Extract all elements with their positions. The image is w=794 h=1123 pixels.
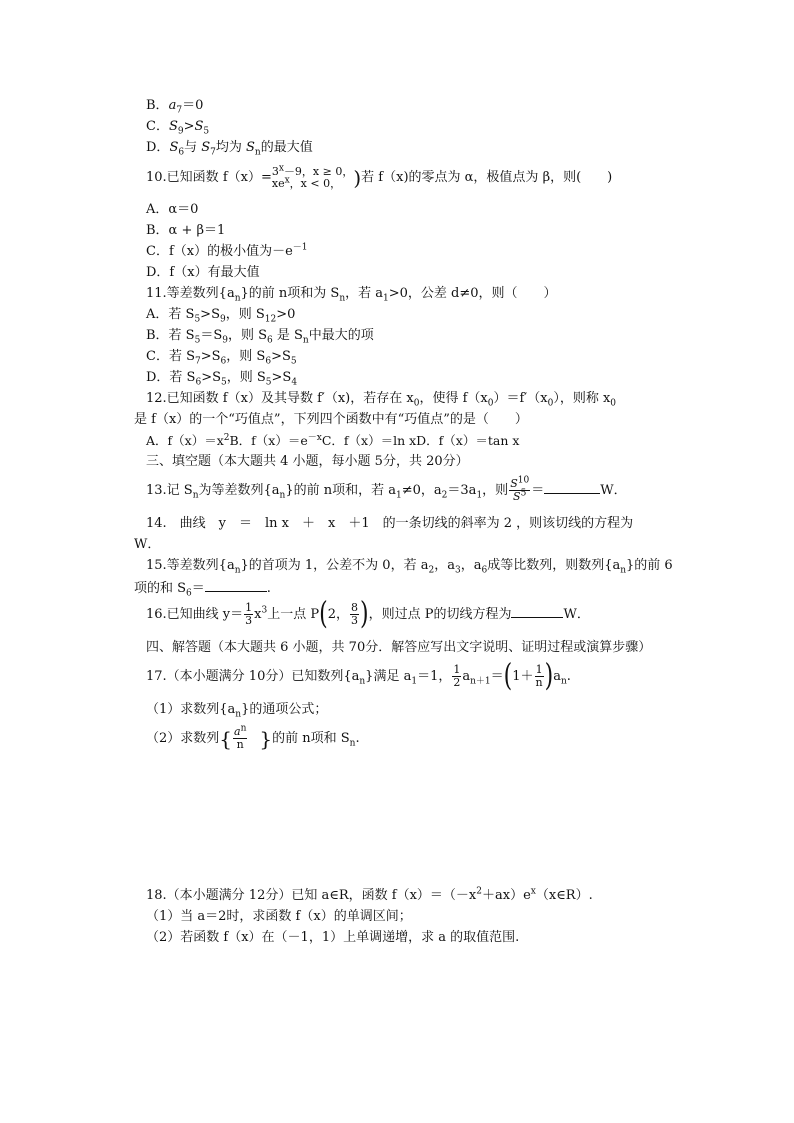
t: D．f（x）＝tan x xyxy=(416,433,520,448)
math-var: S xyxy=(168,119,178,134)
q18-stem xyxy=(146,888,593,904)
t: }的通项公式； xyxy=(241,702,328,717)
t: S xyxy=(510,477,518,490)
subscript: n xyxy=(620,565,627,576)
t: （x∈R）. xyxy=(535,888,593,903)
superscript: －x xyxy=(307,432,322,443)
right-brace: } xyxy=(259,726,273,751)
q9-option-b xyxy=(146,98,203,114)
t: C．f（x）＝ln x xyxy=(321,433,417,448)
t: 中最大的项 xyxy=(308,328,374,343)
t: ＝3a xyxy=(447,483,477,498)
t: A．f（x）＝x xyxy=(146,433,224,448)
t: 成等比数列，则数列{a xyxy=(487,558,621,573)
math-expression: f（x）= xyxy=(222,170,272,185)
subscript: n xyxy=(234,565,241,576)
t: B．若 S xyxy=(146,328,195,343)
subscript: n xyxy=(349,738,356,749)
t: ＝1， xyxy=(417,669,452,684)
option-text: 与 xyxy=(184,140,202,155)
subscript: n xyxy=(359,676,366,687)
t: A．若 S xyxy=(146,307,195,322)
answer-blank[interactable] xyxy=(205,579,267,592)
t: ，则 S xyxy=(225,307,265,322)
subscript: 5 xyxy=(290,356,297,367)
q11-stem xyxy=(146,286,557,302)
t: ，a xyxy=(460,558,482,573)
t: a xyxy=(553,669,561,684)
t: a xyxy=(234,725,241,738)
q12-stem-line1 xyxy=(146,391,616,407)
q17-part2 xyxy=(146,724,360,754)
subscript: 1 xyxy=(396,490,402,501)
t: ＝ xyxy=(531,483,545,498)
right-paren: ) xyxy=(360,596,369,632)
superscript: x xyxy=(530,886,536,897)
t: 16.已知曲线 y＝ xyxy=(146,607,244,622)
fraction xyxy=(244,602,253,627)
case-text: 3 xyxy=(271,164,279,178)
t: }满足 a xyxy=(365,669,412,684)
denominator xyxy=(509,488,530,503)
subscript: 9 xyxy=(177,126,184,137)
superscript: 10 xyxy=(517,475,530,486)
t: B．f（x）＝e xyxy=(229,433,308,448)
subscript: 6 xyxy=(265,356,272,367)
math-var: S xyxy=(194,119,204,134)
superscript: 5 xyxy=(520,488,527,499)
subscript: 7 xyxy=(195,356,201,367)
subscript: 1 xyxy=(476,490,483,501)
t: . xyxy=(355,731,360,746)
t: ＝ xyxy=(191,581,205,596)
superscript: 2 xyxy=(223,432,230,443)
t: ≠0，a xyxy=(401,483,442,498)
left-paren: ( xyxy=(503,658,513,694)
subscript: 5 xyxy=(194,314,201,325)
q17-stem xyxy=(146,658,571,694)
t: ），则称 x xyxy=(553,391,611,406)
subscript: 0 xyxy=(487,398,494,409)
q11-option-b xyxy=(146,328,374,344)
option-text: 均为 xyxy=(215,140,246,155)
t: }的前 6 xyxy=(626,558,673,573)
t: ，则 xyxy=(482,483,509,498)
subscript: 7 xyxy=(210,147,216,158)
section-heading-solutions: 四、解答题（本大题共 6 小题，共 70分．解答应写出文字说明、证明过程或演算步骤） xyxy=(146,640,652,655)
t: （2）求数列 xyxy=(146,731,220,746)
t: ，则 S xyxy=(227,328,268,343)
fraction xyxy=(509,475,530,503)
t: ＋ax）e xyxy=(481,888,531,903)
q11-option-d xyxy=(146,370,297,386)
subscript: 0 xyxy=(547,398,554,409)
subscript: n xyxy=(235,709,242,720)
subscript: 2 xyxy=(428,565,435,576)
t: a xyxy=(462,669,471,684)
t: ）＝f′（x xyxy=(493,391,548,406)
subscript: n xyxy=(279,490,286,501)
superscript: x xyxy=(284,174,290,185)
q18-part1: （1）当 a＝2时，求函数 f（x）的单调区间； xyxy=(146,909,412,924)
left-paren: ( xyxy=(319,596,328,632)
denominator: n xyxy=(535,676,543,689)
subscript: n xyxy=(234,293,241,304)
answer-blank[interactable] xyxy=(544,481,600,494)
left-brace: { xyxy=(219,726,233,751)
t: ，则 S xyxy=(226,370,266,385)
option-label: B． xyxy=(146,98,169,113)
subscript: n xyxy=(302,335,309,346)
q10-option-d: D．f（x）有最大值 xyxy=(146,265,260,280)
q17-part1 xyxy=(146,702,327,718)
q15-line2 xyxy=(134,579,271,597)
superscript: x xyxy=(278,162,284,173)
option-text: > xyxy=(183,119,195,134)
answer-blank[interactable] xyxy=(511,605,563,618)
subscript: 0 xyxy=(610,398,617,409)
math-var: S xyxy=(201,140,211,155)
numerator: 1 xyxy=(453,663,461,676)
question-text: ，若 a xyxy=(345,286,384,301)
question-text: 若 f（x)的零点为 α，极值点为 β，则( ) xyxy=(361,170,613,185)
case-text: xe xyxy=(271,176,285,190)
t: . xyxy=(266,581,271,596)
superscript: n xyxy=(240,723,247,734)
case-text: ，x < 0， xyxy=(289,176,342,190)
subscript: 5 xyxy=(203,126,210,137)
subscript: 4 xyxy=(291,377,298,388)
question-text: 11.等差数列{a xyxy=(146,286,235,301)
subscript: 1 xyxy=(383,293,389,304)
subscript: 6 xyxy=(220,356,227,367)
math-var: a xyxy=(168,98,177,113)
t: 项的和 S xyxy=(134,581,187,596)
t: ，使得 f（x xyxy=(419,391,488,406)
numerator: 8 xyxy=(351,601,358,614)
question-text: >0，公差 d≠0，则（ ） xyxy=(388,286,557,301)
t: 17.（本小题满分 10分）已知数列{a xyxy=(146,669,360,684)
t: 13.记 S xyxy=(146,483,193,498)
subscript: 12 xyxy=(264,314,277,325)
t: （1）求数列{a xyxy=(146,702,236,717)
subscript: n xyxy=(339,293,346,304)
superscript: －1 xyxy=(292,242,308,253)
q10-option-a: A．α＝0 xyxy=(146,202,199,217)
subscript: 5 xyxy=(221,377,227,388)
question-text: 10.已知函数 xyxy=(146,170,223,185)
t: ，则过点 P的切线方程为 xyxy=(368,607,512,622)
t: >0 xyxy=(276,307,296,322)
q11-option-c xyxy=(146,349,297,365)
subscript: n xyxy=(560,676,567,687)
math-var: S xyxy=(169,140,179,155)
math-var: S xyxy=(246,140,255,155)
t: 12.已知函数 f（x）及其导数 f′（x)，若存在 x xyxy=(146,391,414,406)
t: 上一点 P xyxy=(267,607,320,622)
t: >S xyxy=(271,349,291,364)
t: 18.（本小题满分 12分）已知 a∈R，函数 f（x）＝（－x xyxy=(146,888,477,903)
t: ，a xyxy=(434,558,455,573)
denominator: 2 xyxy=(453,676,461,689)
subscript: n xyxy=(192,490,199,501)
t: >S xyxy=(271,370,292,385)
q14-line1: 14. 曲线 y ＝ ln x ＋ x ＋1 的一条切线的斜率为 2 ，则该切线的方程为 xyxy=(146,516,634,531)
t: >S xyxy=(200,307,220,322)
q10-stem xyxy=(146,164,612,192)
subscript: 6 xyxy=(195,377,202,388)
q14-line2: W． xyxy=(134,537,161,552)
superscript: 2 xyxy=(476,886,482,897)
t: ，则 S xyxy=(226,349,266,364)
subscript: 1 xyxy=(411,676,418,687)
t: }的首项为 1，公差不为 0，若 a xyxy=(240,558,429,573)
denominator: 3 xyxy=(351,614,358,627)
subscript: 6 xyxy=(186,588,192,599)
t: 是 S xyxy=(272,328,303,343)
t: S xyxy=(513,490,521,503)
subscript: 9 xyxy=(222,335,228,346)
denominator: 3 xyxy=(245,614,253,627)
question-text: }的前 n项和为 S xyxy=(240,286,340,301)
t: ＝S xyxy=(200,328,223,343)
option-label: C． xyxy=(146,119,169,134)
option-text: 的最大值 xyxy=(260,140,313,155)
denominator: n xyxy=(236,738,244,751)
fraction xyxy=(233,723,247,751)
t: 为等差数列{a xyxy=(198,483,280,498)
t: D．若 S xyxy=(146,370,196,385)
subscript: 6 xyxy=(178,147,185,158)
fraction xyxy=(535,664,544,689)
option-text: C．f（x）的极小值为－e xyxy=(146,244,293,259)
t: 15.等差数列{a xyxy=(146,558,235,573)
fraction xyxy=(350,602,359,627)
subscript: 6 xyxy=(267,335,273,346)
piecewise-cases xyxy=(271,162,354,190)
q9-option-d xyxy=(146,140,313,156)
q12-options xyxy=(146,433,519,449)
subscript: 5 xyxy=(194,335,201,346)
q12-stem-line2: 是 f（x）的一个“巧值点”，下列四个函数中有“巧值点”的是（ ） xyxy=(134,412,528,427)
section-heading-fill-in: 三、填空题（本大题共 4 小题，每小题 5分，共 20分） xyxy=(146,454,469,469)
t: x xyxy=(254,607,262,622)
right-paren: ) xyxy=(544,658,554,694)
q9-option-c xyxy=(146,119,209,135)
case-row xyxy=(271,174,354,190)
numerator: 1 xyxy=(535,663,543,676)
t: }的前 n项和，若 a xyxy=(285,483,397,498)
subscript: n xyxy=(254,147,261,158)
subscript: 3 xyxy=(454,565,461,576)
q15-line1 xyxy=(146,558,673,574)
t: 1＋ xyxy=(512,669,534,684)
subscript: 6 xyxy=(481,565,488,576)
q11-option-a xyxy=(146,307,295,323)
t: C．若 S xyxy=(146,349,195,364)
fraction xyxy=(452,664,461,689)
q10-option-b: B．α + β＝1 xyxy=(146,223,226,238)
q13 xyxy=(146,476,627,506)
subscript: 7 xyxy=(176,105,183,116)
subscript: 9 xyxy=(219,314,226,325)
t: ＝ xyxy=(490,669,504,684)
t: 的前 n项和 S xyxy=(272,731,350,746)
t: W． xyxy=(563,607,590,622)
right-brace: ) xyxy=(353,165,362,190)
t: . xyxy=(566,669,571,684)
superscript: 3 xyxy=(261,605,268,616)
t: 2， xyxy=(327,607,349,622)
q10-option-c xyxy=(146,244,308,260)
option-label: D． xyxy=(146,140,170,155)
subscript: 0 xyxy=(413,398,420,409)
subscript: 2 xyxy=(441,490,448,501)
q16 xyxy=(146,596,590,632)
subscript: n＋1 xyxy=(470,676,491,687)
case-text: －9，x ≥ 0， xyxy=(283,164,354,178)
t: >S xyxy=(201,370,222,385)
t: W． xyxy=(600,483,627,498)
option-text: ＝0 xyxy=(182,98,204,113)
numerator: 1 xyxy=(245,601,253,614)
q18-part2: （2）若函数 f（x）在（－1，1）上单调递增，求 a 的取值范围. xyxy=(146,930,520,945)
t: >S xyxy=(200,349,221,364)
subscript: 5 xyxy=(265,377,272,388)
